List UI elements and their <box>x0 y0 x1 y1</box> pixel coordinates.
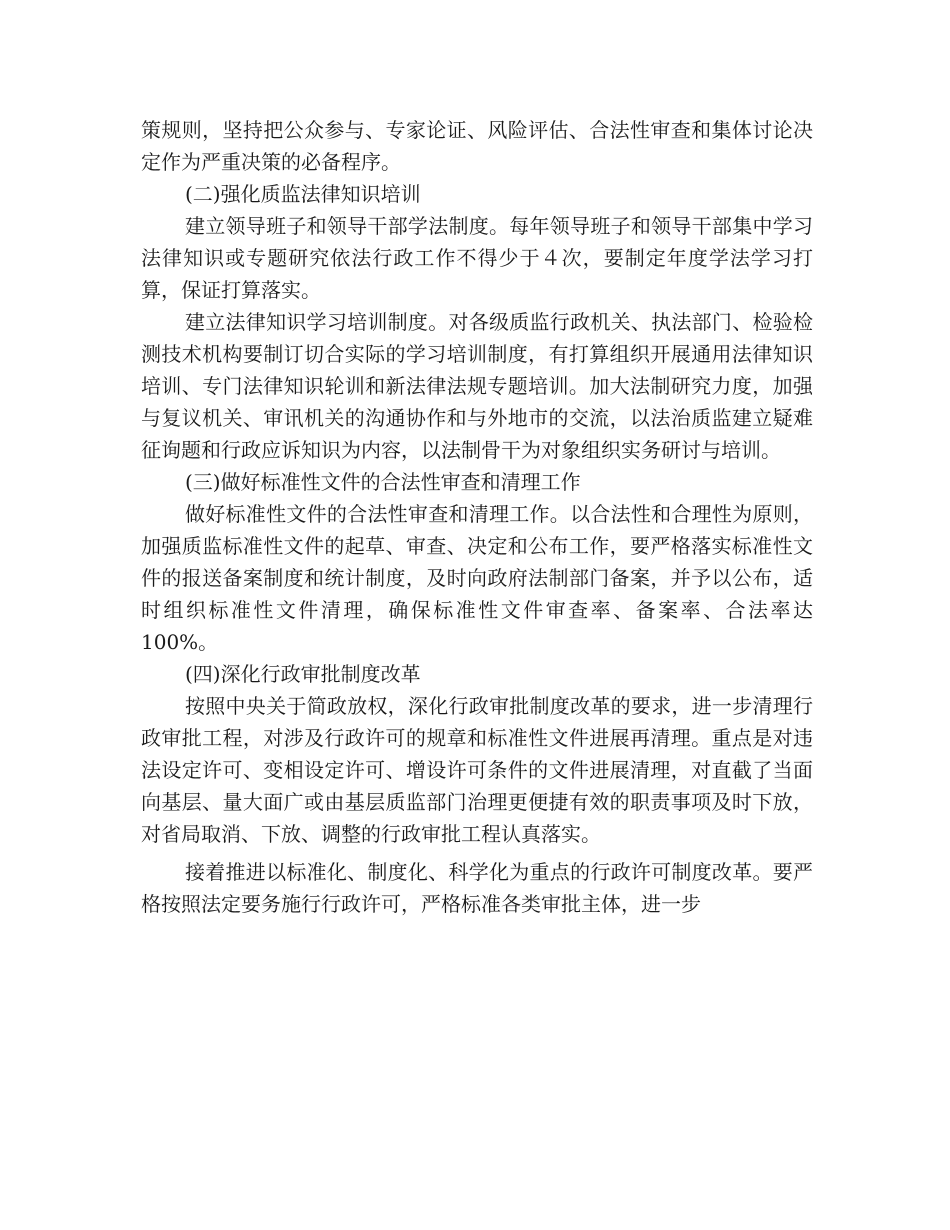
section-heading-3: (三)做好标准性文件的合法性审查和清理工作 <box>185 470 581 494</box>
paragraph-study-system: 建立领导班子和领导干部学法制度。每年领导班子和领导干部集中学习法律知识或专题研究依法行政工作不得少于４次，要制定年度学法学习打算，保证打算落实。 <box>141 214 813 302</box>
paragraph-training-system: 建立法律知识学习培训制度。对各级质监行政机关、执法部门、检验检测技术机构要制订切合实际的学习培训制度，有打算组织开展通用法律知识培训、专门法律知识轮训和新法律法规专题培训。加大法制研究力度，加强与复议机关、审讯机关的沟通协作和与外地市的交流，以法治质监建立疑难征询题和行政应诉知识为内容，以法制骨干为对象组织实务研讨与培训。 <box>141 310 813 462</box>
paragraph-normative-documents: 做好标准性文件的合法性审查和清理工作。以合法性和合理性为原则，加强质监标准性文件的起草、审查、决定和公布工作，要严格落实标准性文件的报送备案制度和统计制度，及时向政府法制部门备案，并予以公布，适时组织标准性文件清理，确保标准性文件审查率、备案率、合法率达100%。 <box>141 502 813 654</box>
section-heading-4: (四)深化行政审批制度改革 <box>185 662 421 686</box>
section-heading-2: (二)强化质监法律知识培训 <box>185 182 421 206</box>
paragraph-approval-reform: 按照中央关于简政放权，深化行政审批制度改革的要求，进一步清理行政审批工程，对涉及行政许可的规章和标准性文件进展再清理。重点是对违法设定许可、变相设定许可、增设许可条件的文件进展清理，对直截了当面向基层、量大面广或由基层质监部门治理更便捷有效的职责事项及时下放，对省局取消、下放、调整的行政审批工程认真落实。 <box>141 694 813 846</box>
paragraph-licensing-reform: 接着推进以标准化、制度化、科学化为重点的行政许可制度改革。要严格按照法定要务施行行政许可，严格标准各类审批主体，进一步 <box>141 860 813 916</box>
paragraph-continuation: 策规则，坚持把公众参与、专家论证、风险评估、合法性审查和集体讨论决定作为严重决策的必备程序。 <box>141 118 813 174</box>
document-body <box>141 114 813 920</box>
